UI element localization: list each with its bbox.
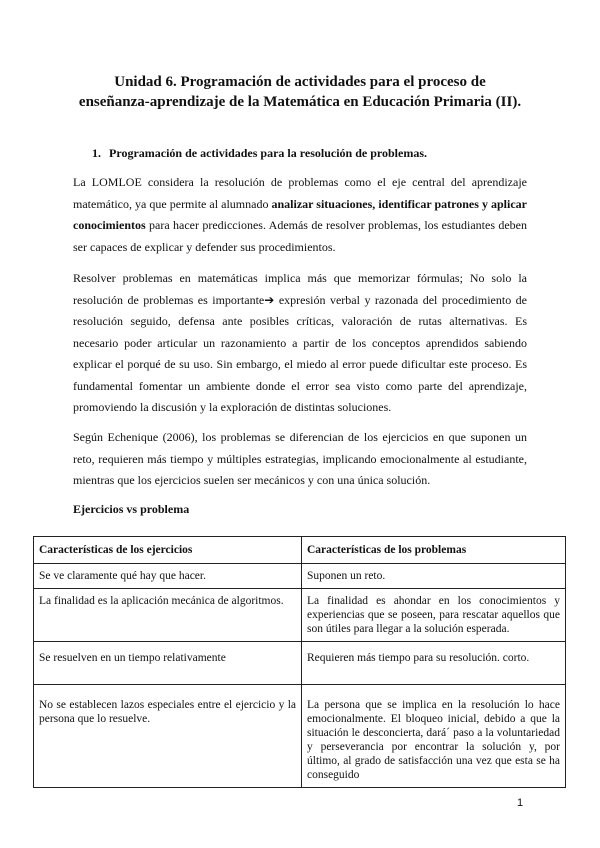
table-cell: Requieren más tiempo para su resolución. corto. <box>302 642 566 685</box>
table-cell: Suponen un reto. <box>302 564 566 589</box>
table-header-exercises: Características de los ejercicios <box>34 537 302 564</box>
table-header-row <box>34 537 566 564</box>
table-subheading: Ejercicios vs problema <box>73 502 190 516</box>
paragraph-1-bold: analizar situaciones, identificar patrones y aplicar conocimientos <box>73 196 527 232</box>
table-cell: Se resuelven en un tiempo relativamente <box>34 642 302 685</box>
title-line-1: Unidad 6. Programación de actividades para el proceso de <box>114 74 486 90</box>
section-title: Programación de actividades para la resolución de problemas. <box>109 146 427 160</box>
table-header-problems: Características de los problemas <box>302 537 566 564</box>
table-cell: Se ve claramente qué hay que hacer. <box>34 564 302 589</box>
paragraph-2-text-b: expresión verbal y razonada del procedimiento de resolución seguido, defensa ante posibles críticas, valoración de rutas alternativas. Es necesario poder articular un razonamiento a partir de los conceptos aprendidos sabiendo explicar el porqué de su uso. Sin embargo, el miedo al error puede dificultar este proceso. Es fundamental fomentar un ambiente donde el error sea visto como parte del aprendizaje, promoviendo la discusión y la exploración de distintas soluciones. <box>73 292 528 414</box>
paragraph-2-text-a: Resolver problemas en matemáticas implica más que memorizar fórmulas; No solo la resolución de problemas es importante <box>73 271 527 307</box>
document-title <box>60 72 540 112</box>
table-row <box>34 589 566 642</box>
table-cell: No se establecen lazos especiales entre el ejercicio y la persona que lo resuelve. <box>34 685 302 788</box>
section-number: 1. <box>92 146 101 160</box>
section-heading <box>92 146 427 161</box>
table-cell: La persona que se implica en la resolución lo hace emocionalmente. El bloqueo inicial, debido a que la situación le desconcierta, dará´ paso a la voluntariedad y perseverancia por encontrar la solución y, por último, al grado de satisfacción una vez que esta se ha conseguido <box>302 685 566 788</box>
paragraph-3: Según Echenique (2006), los problemas se diferencian de los ejercicios en que suponen un reto, requieren más tiempo y múltiples estrategias, implicando emocionalmente al estudiante, mientras que los ejercicios suelen ser mecánicos y con una única solución. <box>73 430 527 487</box>
page-number: 1 <box>517 797 524 809</box>
table-cell: La finalidad es la aplicación mecánica de algoritmos. <box>34 589 302 642</box>
table-row <box>34 564 566 589</box>
paragraph-1-text-a: La LOMLOE considera la resolución de problemas como el eje central del aprendizaje matemático, ya que permite al alumnado <box>73 175 527 211</box>
comparison-table <box>33 536 566 788</box>
table-cell: La finalidad es ahondar en los conocimientos y experiencias que se poseen, para rescatar aquellos que son útiles para llegar a la solución esperada. <box>302 589 566 642</box>
paragraph-1 <box>73 172 527 258</box>
table-row <box>34 642 566 685</box>
paragraph-2 <box>73 268 527 419</box>
arrow-icon: ➔ <box>264 292 275 307</box>
title-line-2: enseñanza-aprendizaje de la Matemática en Educación Primaria (II). <box>78 94 522 110</box>
table-row <box>34 685 566 788</box>
paragraph-1-text-b: para hacer predicciones. Además de resolver problemas, los estudiantes deben ser capaces de explicar y defender sus procedimientos. <box>73 218 527 254</box>
